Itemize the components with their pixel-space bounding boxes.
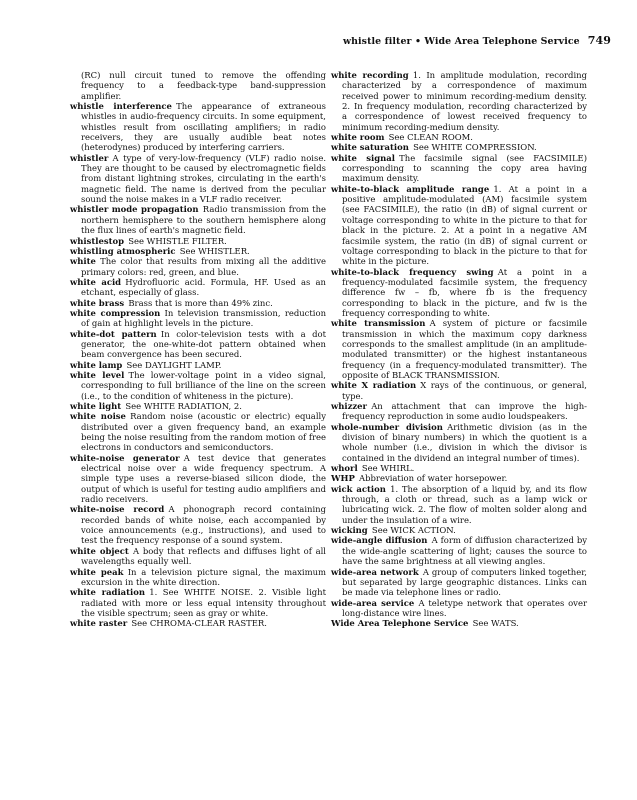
entry-term: white compression bbox=[70, 307, 161, 318]
left-column bbox=[70, 70, 326, 629]
entry-definition: See WHISTLE FILTER. bbox=[128, 235, 227, 246]
entry-definition: At a point in a frequency-modulated facsimile system, the frequency difference fw – fb, where fb is the frequency corresponding to black in the picture, and fw is the frequency corresponding to white. bbox=[342, 266, 587, 318]
glossary-entry bbox=[331, 463, 587, 473]
entry-term: white brass bbox=[70, 297, 125, 308]
glossary-entry bbox=[70, 587, 326, 618]
entry-term: white lamp bbox=[70, 359, 123, 370]
entry-definition: See WHITE RADIATION, 2. bbox=[125, 401, 242, 411]
glossary-entry bbox=[331, 598, 587, 619]
entry-definition: (RC) null circuit tuned to remove the offending frequency to a feedback-type band-suppression amplifier. bbox=[81, 70, 326, 101]
entry-definition: A type of very-low-frequency (VLF) radio noise. They are thought to be caused by electromagnetic fields from distant lightning strokes, circulating in the earth's magnetic field. The name is derived from the peculiar sound the noise makes in a VLF radio receiver. bbox=[81, 152, 326, 205]
entry-definition: A form of diffusion characterized by the wide-angle scattering of light; causes the source to have the same brightness at all viewing angles. bbox=[342, 535, 587, 567]
glossary-entry bbox=[70, 204, 326, 235]
entry-definition: A group of computers linked together, but separated by large geographic distances. Links can be made via telephone lines or radio. bbox=[342, 566, 587, 598]
glossary-entry bbox=[331, 484, 587, 525]
glossary-entry bbox=[70, 504, 326, 545]
running-head-text: whistle filter • Wide Area Telephone Service bbox=[342, 36, 580, 47]
entry-definition: See WHISTLER. bbox=[179, 245, 250, 256]
entry-term: whistler bbox=[70, 152, 109, 163]
glossary-entry bbox=[331, 318, 587, 380]
entry-term: wick action bbox=[331, 483, 386, 494]
entry-term: wide-angle diffusion bbox=[331, 535, 428, 546]
entry-definition: Random noise (acoustic or electric) equally distributed over a given frequency band, an example being the noise resulting from the random motion of free electrons in conductors and semiconductors. bbox=[81, 411, 326, 453]
glossary-entry bbox=[331, 535, 587, 566]
entry-definition: See WHIRL. bbox=[361, 463, 415, 474]
entry-definition: A system of picture or facsimile transmission in which the maximum copy darkness corresponds to the smallest amplitude (in an amplitude-modulated transmitter) or the highest instantaneous frequency (in a frequency-modulated transmitter). The opposite of BLACK TRANSMISSION. bbox=[342, 318, 587, 380]
entry-term: white bbox=[70, 256, 96, 267]
glossary-entry bbox=[331, 422, 587, 463]
entry-definition: A test device that generates electrical noise over a wide frequency spectrum. A simple type uses a reverse-biased silicon diode, the output of which is useful for testing audio amplifiers and radio receivers. bbox=[81, 452, 326, 505]
entry-term: whole-number division bbox=[331, 421, 443, 432]
entry-definition: 1. The absorption of a liquid by, and its flow through, a cloth or thread, such as a lamp wick or lubricating wick. 2. The flow of molten solder along and under the insulation of a wire. bbox=[342, 483, 587, 525]
entry-term: white transmission bbox=[331, 318, 426, 329]
entry-term: wide-area service bbox=[331, 597, 415, 608]
entry-term: whorl bbox=[331, 463, 358, 474]
entry-definition: In color-television tests with a dot generator, the one-white-dot pattern obtained when beam convergence has been secured. bbox=[81, 328, 327, 360]
entry-definition: In television transmission, reduction of gain at highlight levels in the picture. bbox=[81, 307, 327, 329]
entry-term: white peak bbox=[70, 566, 124, 577]
entry-term: Wide Area Telephone Service bbox=[331, 618, 469, 629]
glossary-entry bbox=[331, 618, 587, 628]
entry-term: wicking bbox=[331, 525, 368, 536]
glossary-entry bbox=[331, 473, 587, 483]
entry-definition: Hydrofluoric acid. Formula, HF. Used as an etchant, especially of glass. bbox=[81, 276, 326, 298]
entry-term: white-to-black amplitude range bbox=[331, 183, 490, 194]
entry-term: white level bbox=[70, 369, 125, 380]
entry-term: whistlestop bbox=[70, 235, 124, 246]
entry-definition: See WATS. bbox=[472, 618, 519, 629]
glossary-entry bbox=[70, 153, 326, 205]
entry-definition: The color that results from mixing all the additive primary colors: red, green, and blue. bbox=[81, 256, 326, 277]
entry-definition: 1. In amplitude modulation, recording characterized by a correspondence of maximum received power to minimum recording-medium density. 2. In frequency modulation, recording characterized by a correspondence of lowest received frequency to minimum recording-medium density. bbox=[342, 70, 587, 132]
entry-definition: Abbreviation of water horsepower. bbox=[359, 473, 508, 484]
entry-term: wide-area network bbox=[331, 566, 419, 577]
running-head bbox=[343, 34, 611, 47]
right-column bbox=[331, 70, 587, 629]
glossary-entry bbox=[70, 298, 326, 308]
glossary-entry bbox=[70, 70, 326, 101]
glossary-entry bbox=[70, 453, 326, 505]
glossary-entry bbox=[70, 236, 326, 246]
entry-definition: See WHITE COMPRESSION. bbox=[413, 142, 537, 153]
glossary-entry bbox=[70, 308, 326, 329]
glossary-entry bbox=[331, 267, 587, 319]
entry-definition: See WICK ACTION. bbox=[371, 525, 456, 536]
glossary-entry bbox=[70, 277, 326, 298]
glossary-entry bbox=[331, 401, 587, 422]
glossary-entry bbox=[331, 132, 587, 142]
entry-term: white object bbox=[70, 545, 129, 556]
entry-definition: The facsimile signal (see FACSIMILE) corresponding to scanning the copy area having maximum density. bbox=[342, 152, 588, 184]
entry-term: white saturation bbox=[331, 142, 409, 153]
entry-definition: In a television picture signal, the maximum excursion in the white direction. bbox=[81, 566, 327, 587]
glossary-entry bbox=[70, 370, 326, 401]
glossary-entry bbox=[331, 153, 587, 184]
glossary-entry bbox=[70, 411, 326, 452]
entry-term: white X radiation bbox=[331, 380, 417, 391]
entry-term: white noise bbox=[70, 411, 126, 422]
page-number: 749 bbox=[587, 34, 611, 47]
entry-term: white-noise record bbox=[70, 504, 165, 515]
entry-term: white light bbox=[70, 401, 122, 411]
entry-definition: Radio transmission from the northern hemisphere to the southern hemisphere along the flux lines of earth's magnetic field. bbox=[81, 204, 326, 236]
glossary-entry bbox=[70, 360, 326, 370]
glossary-entry bbox=[70, 401, 326, 411]
glossary-entry bbox=[70, 567, 326, 588]
entry-term: white raster bbox=[70, 618, 128, 629]
entry-definition: X rays of the continuous, or general, type. bbox=[342, 380, 587, 401]
entry-definition: 1. At a point in a positive amplitude-modulated (AM) facsimile system (see FACSIMILE), the ratio (in dB) of signal current or voltage corresponding to white in the picture to that for black in the picture. 2. At a point in a negative AM facsimile system, the ratio (in dB) of signal current or voltage corresponding to black in the picture to that for white in the picture. bbox=[342, 183, 587, 267]
glossary-entry bbox=[331, 380, 587, 401]
entry-term: white recording bbox=[331, 70, 409, 80]
glossary-entry bbox=[331, 184, 587, 267]
entry-definition: See CHROMA-CLEAR RASTER. bbox=[131, 618, 267, 629]
entry-definition: A body that reflects and diffuses light of all wavelengths equally well. bbox=[81, 545, 326, 567]
entry-term: white-to-black frequency swing bbox=[331, 266, 494, 277]
entry-term: WHP bbox=[331, 473, 355, 484]
glossary-entry bbox=[70, 246, 326, 256]
entry-definition: Brass that is more than 49% zinc. bbox=[128, 297, 273, 308]
entry-term: white room bbox=[331, 132, 385, 143]
entry-term: white-noise generator bbox=[70, 452, 180, 463]
entry-term: whistling atmospheric bbox=[70, 245, 176, 256]
entry-term: white radiation bbox=[70, 587, 145, 598]
entry-definition: The appearance of extraneous whistles in audio-frequency circuits. In some equipment, whistles result from oscillating amplifiers; in radio receivers, they are usually audible beat notes (heterodynes) produced by interfering carriers. bbox=[81, 101, 327, 153]
glossary-entry bbox=[70, 618, 326, 628]
glossary-entry bbox=[331, 567, 587, 598]
entry-term: whistle interference bbox=[70, 101, 172, 112]
glossary-entry bbox=[331, 70, 587, 132]
entry-definition: An attachment that can improve the high-frequency reproduction in some audio loudspeakers. bbox=[342, 401, 587, 422]
entry-term: white signal bbox=[331, 152, 395, 163]
entry-term: whizzer bbox=[331, 401, 367, 411]
entry-definition: See DAYLIGHT LAMP. bbox=[126, 359, 222, 370]
glossary-entry bbox=[331, 142, 587, 152]
entry-definition: See CLEAN ROOM. bbox=[388, 132, 473, 143]
entry-term: white-dot pattern bbox=[70, 328, 157, 339]
glossary-entry bbox=[70, 546, 326, 567]
entry-definition: A phonograph record containing recorded bands of white noise, each accompanied by voice announcements (e.g., instructions), and used to test the frequency response of a sound system. bbox=[81, 504, 326, 546]
entry-term: white acid bbox=[70, 276, 122, 287]
entry-definition: The lower-voltage point in a video signal, corresponding to full brilliance of the line on the screen (i.e., to the condition of whiteness in the picture). bbox=[81, 369, 326, 401]
entry-definition: A teletype network that operates over long-distance wire lines. bbox=[342, 597, 587, 618]
glossary-entry bbox=[70, 329, 326, 360]
entry-definition: Arithmetic division (as in the division of binary numbers) in which the quotient is a whole number (i.e., division in which the divisor is contained in the dividend an integral number of times). bbox=[342, 421, 587, 463]
entry-term: whistler mode propagation bbox=[70, 204, 199, 215]
entry-definition: 1. See WHITE NOISE. 2. Visible light radiated with more or less equal intensity throughout the visible spectrum; seen as gray or white. bbox=[81, 587, 326, 618]
glossary-entry bbox=[331, 525, 587, 535]
glossary-entry bbox=[70, 256, 326, 277]
glossary-entry bbox=[70, 101, 326, 153]
